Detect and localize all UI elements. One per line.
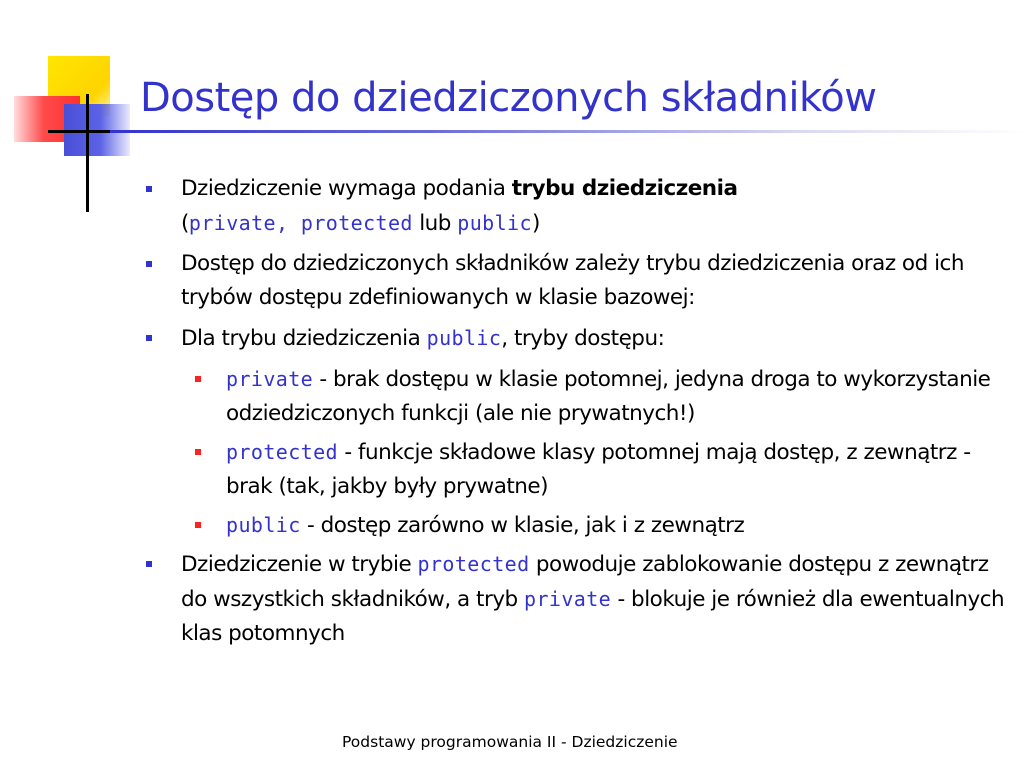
bullet-item-1	[144, 172, 1014, 241]
title-underline	[110, 130, 1024, 133]
slide-content	[144, 172, 1014, 657]
keyword-public: public	[457, 211, 532, 235]
sub-bullet-protected	[144, 435, 1014, 504]
bullet-1-bold: trybu dziedziczenia	[511, 176, 738, 201]
keyword-private: private	[226, 367, 314, 391]
bullet-square-icon	[146, 261, 152, 267]
bullet-item-3	[144, 321, 1014, 356]
sub-bullet-square-icon	[195, 522, 201, 528]
sub-bullet-square-icon	[195, 376, 201, 382]
bullet-3-text-b: , tryby dostępu:	[501, 326, 665, 351]
bullet-square-icon	[146, 561, 152, 567]
bullet-4-text-b: powoduje zablokowanie dostępu z zewnątrz do wszystkich składników, a tryb	[181, 552, 989, 612]
keyword-private: private	[524, 587, 612, 611]
bullet-3-text-a: Dla trybu dziedziczenia	[181, 326, 427, 351]
keyword-protected: protected	[300, 211, 413, 235]
slide-title: Dostęp do dziedziczonych składników	[140, 75, 877, 121]
keyword-public: public	[226, 513, 301, 537]
bullet-1-text-c: lub	[412, 211, 458, 236]
sub-bullet-1-text: - brak dostępu w klasie potomnej, jedyna droga to wykorzystanie odziedziczonych funkcji (ale nie prywatnych!)	[226, 367, 991, 426]
bullet-item-4	[144, 547, 1014, 651]
logo-vertical-line	[86, 94, 89, 212]
bullet-1-text-d: )	[531, 211, 540, 236]
slide-logo-decoration	[0, 0, 140, 220]
keyword-public: public	[426, 326, 502, 350]
keyword-protected: protected	[226, 440, 338, 464]
bullet-square-icon	[146, 186, 152, 192]
keyword-private: private	[188, 211, 276, 235]
bullet-1-text-b: (	[181, 211, 189, 236]
bullet-1-separator: ,	[275, 211, 301, 235]
sub-bullet-3-text: - dostęp zarówno w klasie, jak i z zewnątrz	[300, 513, 745, 538]
slide-footer: Podstawy programowania II - Dziedziczenie	[342, 733, 678, 751]
bullet-1-text-a: Dziedziczenie wymaga podania	[181, 176, 512, 201]
sub-bullet-square-icon	[195, 449, 201, 455]
sub-bullet-public	[144, 508, 1014, 543]
sub-bullet-private	[144, 362, 1014, 431]
bullet-4-text-a: Dziedziczenie w trybie	[181, 552, 418, 577]
keyword-protected: protected	[417, 552, 530, 576]
bullet-4-text-c: - blokuje je również dla ewentualnych klas potomnych	[181, 587, 1005, 646]
bullet-2-text: Dostęp do dziedziczonych składników zależy trybu dziedziczenia oraz od ich trybów dostępu zdefiniowanych w klasie bazowej:	[181, 251, 964, 310]
bullet-square-icon	[146, 335, 152, 341]
sub-bullet-2-text: - funkcje składowe klasy potomnej mają dostęp, z zewnątrz - brak (tak, jakby były prywatne)	[226, 440, 971, 499]
bullet-item-2	[144, 247, 1014, 315]
